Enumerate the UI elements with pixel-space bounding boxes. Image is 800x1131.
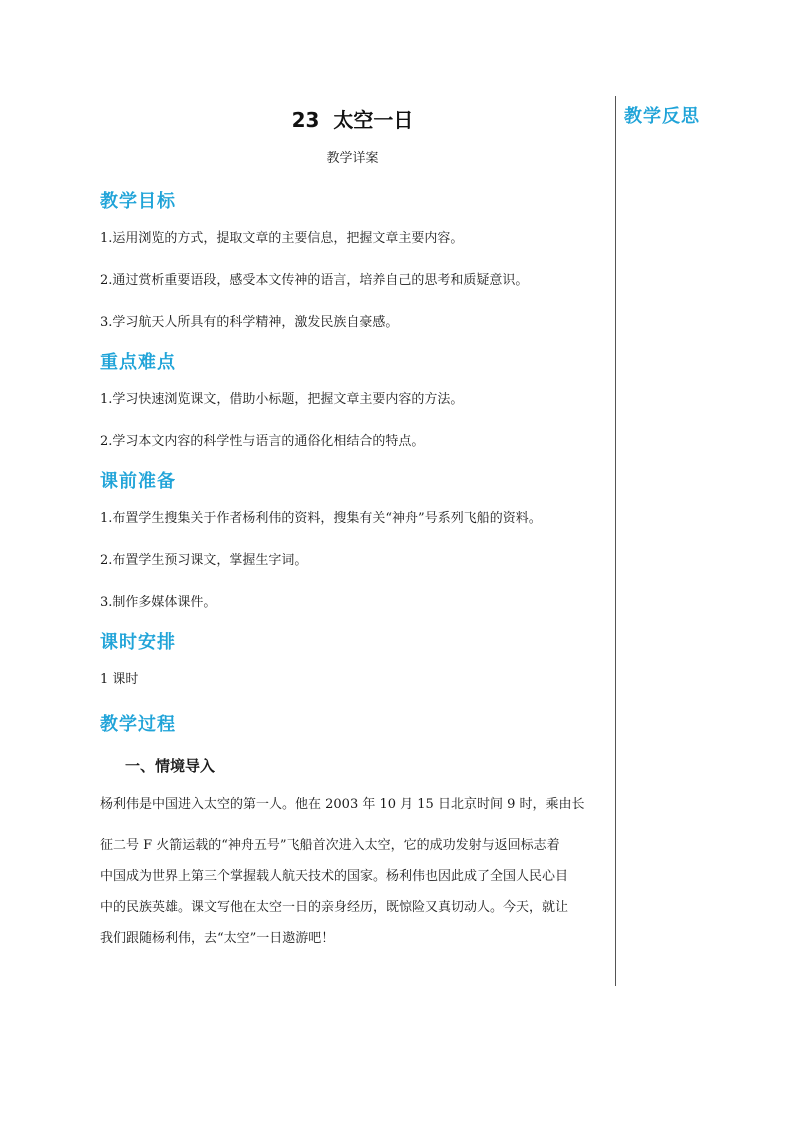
lesson-number: 23 — [291, 108, 320, 132]
key-point-item-1: 1.学习快速浏览课文，借助小标题，把握文章主要内容的方法。 — [100, 392, 464, 407]
preparation-item-2: 2.布置学生预习课文，掌握生字词。 — [100, 553, 308, 568]
goal-item-1: 1.运用浏览的方式，提取文章的主要信息，把握文章主要内容。 — [100, 231, 464, 246]
process-subheading: 一、情境导入 — [125, 757, 216, 775]
page-title — [100, 105, 605, 135]
goal-item-3: 3.学习航天人所具有的科学精神，激发民族自豪感。 — [100, 315, 399, 330]
intro-line-4: 中的民族英雄。课文写他在太空一日的亲身经历，既惊险又真切动人。今天，就让 — [100, 900, 569, 915]
key-points-heading: 重点难点 — [100, 352, 176, 373]
preparation-heading: 课前准备 — [100, 471, 176, 492]
teaching-reflection-heading: 教学反思 — [624, 106, 700, 127]
process-heading: 教学过程 — [100, 714, 176, 735]
margin-divider — [615, 96, 616, 986]
intro-line-5: 我们跟随杨利伟，去“太空”一日遨游吧！ — [100, 931, 335, 946]
intro-line-1: 杨利伟是中国进入太空的第一人。他在 2003 年 10 月 15 日北京时间 9 时，乘由长 — [100, 797, 585, 812]
key-point-item-2: 2.学习本文内容的科学性与语言的通俗化相结合的特点。 — [100, 434, 425, 449]
goal-item-2: 2.通过赏析重要语段，感受本文传神的语言，培养自己的思考和质疑意识。 — [100, 273, 529, 288]
goals-heading: 教学目标 — [100, 191, 176, 212]
preparation-item-1: 1.布置学生搜集关于作者杨利伟的资料，搜集有关“神舟”号系列飞船的资料。 — [100, 511, 542, 526]
lesson-title: 太空一日 — [333, 108, 414, 132]
intro-line-2: 征二号 F 火箭运载的“神舟五号”飞船首次进入太空，它的成功发射与返回标志着 — [100, 838, 560, 853]
page-subtitle: 教学详案 — [326, 151, 379, 166]
schedule-heading: 课时安排 — [100, 632, 176, 653]
intro-line-3: 中国成为世界上第三个掌握载人航天技术的国家。杨利伟也因此成了全国人民心目 — [100, 869, 569, 884]
intro-paragraph — [100, 795, 605, 949]
lesson-plan-body — [100, 96, 605, 949]
preparation-item-3: 3.制作多媒体课件。 — [100, 595, 217, 610]
schedule-text: 1 课时 — [100, 672, 139, 687]
